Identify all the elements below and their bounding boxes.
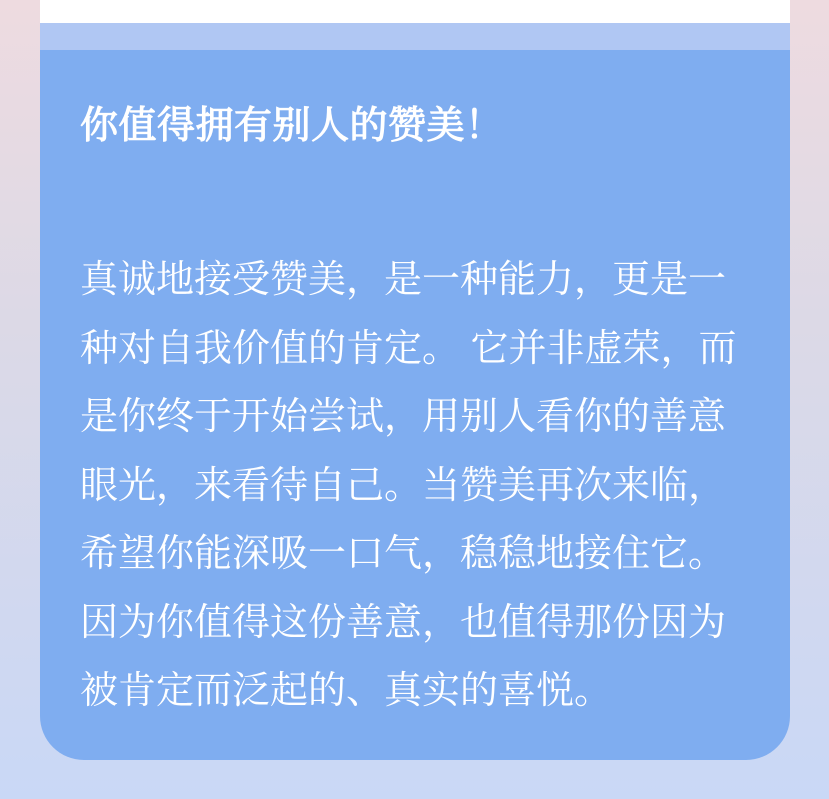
- card-top-band: [40, 23, 790, 50]
- card-body: [80, 246, 760, 726]
- body-line: 种对自我价值的肯定。 它并非虚荣，而: [80, 327, 737, 370]
- body-line: 真诚地接受赞美，是一种能力，更是一: [80, 259, 727, 301]
- body-line: 因为你值得这份善意，也值得那份因为: [80, 601, 727, 644]
- body-line: 是你终于开始尝试，用别人看你的善意: [80, 396, 727, 438]
- body-line: 希望你能深吸一口气，稳稳地接住它。: [80, 533, 727, 575]
- body-line: 被肯定而泛起的、真实的喜悦。: [80, 670, 613, 712]
- quote-card: [40, 50, 790, 760]
- card-title: 你值得拥有别人的赞美！: [80, 105, 504, 147]
- top-white-strip: [40, 0, 790, 23]
- body-line: 眼光，来看待自己。当赞美再次来临，: [80, 464, 727, 507]
- content-column: [40, 0, 790, 760]
